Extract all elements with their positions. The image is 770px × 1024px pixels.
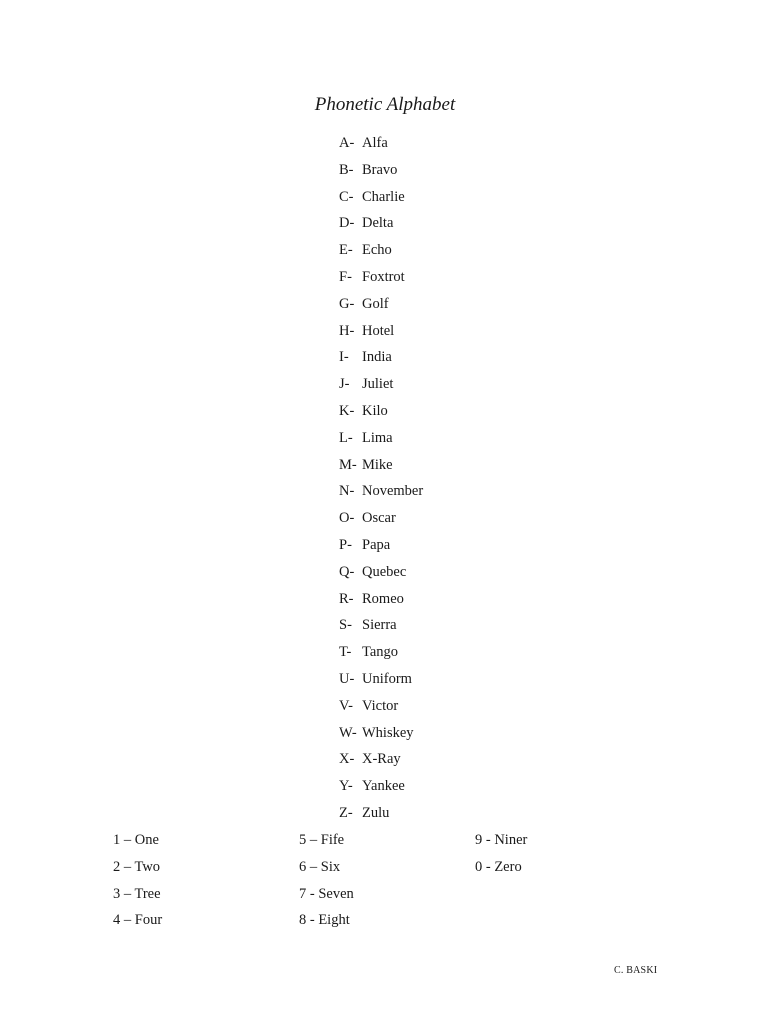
alphabet-letter: D- <box>339 215 355 232</box>
alphabet-word: Juliet <box>362 376 394 393</box>
alphabet-word: Charlie <box>362 188 405 205</box>
alphabet-letter: L- <box>339 429 353 446</box>
number-entry: 7 - Seven <box>299 885 354 902</box>
alphabet-entry <box>339 159 423 186</box>
alphabet-entry <box>339 507 423 534</box>
alphabet-word: Quebec <box>362 563 407 580</box>
author-footer: C. BASKI <box>614 965 658 976</box>
alphabet-entry <box>339 722 423 749</box>
alphabet-word: Kilo <box>362 402 388 419</box>
alphabet-letter: B- <box>339 161 354 178</box>
alphabet-word: Delta <box>362 215 394 232</box>
alphabet-word: Alfa <box>362 135 388 151</box>
alphabet-entry <box>339 346 423 373</box>
number-entry: 3 – Tree <box>113 885 161 902</box>
alphabet-word: Bravo <box>362 161 398 178</box>
alphabet-word: X-Ray <box>362 751 401 768</box>
alphabet-entry <box>339 373 423 400</box>
alphabet-entry <box>339 614 423 641</box>
alphabet-entry <box>339 588 423 615</box>
alphabet-word: Oscar <box>362 510 396 527</box>
alphabet-letter: Z- <box>339 804 353 821</box>
alphabet-entry <box>339 186 423 213</box>
alphabet-entry <box>339 561 423 588</box>
number-entry: 4 – Four <box>113 912 163 929</box>
alphabet-letter: T- <box>339 644 352 661</box>
alphabet-word: Romeo <box>362 590 404 607</box>
alphabet-word: India <box>362 349 392 366</box>
alphabet-word: Golf <box>362 295 389 312</box>
number-entry: 1 – One <box>113 832 159 848</box>
alphabet-entry <box>339 480 423 507</box>
number-entry: 6 – Six <box>299 858 341 875</box>
alphabet-letter: Y- <box>339 778 353 795</box>
alphabet-entry <box>339 212 423 239</box>
alphabet-entry <box>339 695 423 722</box>
numbers-column-2 <box>299 829 354 936</box>
page-title: Phonetic Alphabet <box>314 94 456 115</box>
alphabet-word: Tango <box>362 644 399 661</box>
alphabet-word: Whiskey <box>362 724 414 741</box>
alphabet-entry <box>339 802 423 829</box>
alphabet-letter: W- <box>339 724 357 741</box>
alphabet-letter: Q- <box>339 563 355 580</box>
number-entry: 2 – Two <box>113 858 161 875</box>
alphabet-word: Papa <box>362 536 391 553</box>
numbers-column-1 <box>113 829 162 936</box>
alphabet-word: Foxtrot <box>362 268 405 285</box>
alphabet-word: Sierra <box>362 617 397 634</box>
alphabet-word: Lima <box>362 429 393 446</box>
alphabet-letter: P- <box>339 536 352 553</box>
alphabet-entry <box>339 239 423 266</box>
alphabet-letter: J- <box>339 376 350 393</box>
number-entry: 5 – Fife <box>299 832 345 848</box>
alphabet-word: Zulu <box>362 804 390 821</box>
alphabet-entry <box>339 266 423 293</box>
alphabet-letter: U- <box>339 670 355 687</box>
alphabet-entry <box>339 320 423 347</box>
alphabet-entry <box>339 775 423 802</box>
alphabet-word: Hotel <box>362 322 395 339</box>
alphabet-letter: M- <box>339 456 357 473</box>
alphabet-entry <box>339 668 423 695</box>
alphabet-letter: S- <box>339 617 352 634</box>
alphabet-letter: F- <box>339 268 352 285</box>
alphabet-word: November <box>362 483 424 500</box>
alphabet-entry <box>339 534 423 561</box>
alphabet-letter: N- <box>339 483 355 500</box>
alphabet-letter: C- <box>339 188 354 205</box>
alphabet-entry <box>339 400 423 427</box>
alphabet-word: Mike <box>362 456 393 473</box>
alphabet-letter: R- <box>339 590 354 607</box>
alphabet-letter: G- <box>339 295 355 312</box>
number-entry: 9 - Niner <box>475 832 528 848</box>
alphabet-letter: I- <box>339 349 349 366</box>
number-entry: 0 - Zero <box>475 858 522 875</box>
number-pronunciation-section <box>0 829 770 939</box>
alphabet-letter: K- <box>339 402 355 419</box>
alphabet-entry <box>339 427 423 454</box>
alphabet-entry <box>339 748 423 775</box>
alphabet-letter: E- <box>339 242 353 259</box>
phonetic-alphabet-list <box>339 132 423 829</box>
alphabet-letter: V- <box>339 697 353 714</box>
alphabet-word: Echo <box>362 242 392 259</box>
number-entry: 8 - Eight <box>299 912 350 929</box>
alphabet-letter: A- <box>339 135 355 151</box>
alphabet-letter: X- <box>339 751 355 768</box>
alphabet-word: Victor <box>362 697 399 714</box>
alphabet-entry <box>339 454 423 481</box>
alphabet-word: Yankee <box>362 778 405 795</box>
alphabet-word: Uniform <box>362 670 412 687</box>
alphabet-letter: H- <box>339 322 355 339</box>
alphabet-entry <box>339 293 423 320</box>
alphabet-entry <box>339 641 423 668</box>
alphabet-letter: O- <box>339 510 355 527</box>
alphabet-entry <box>339 132 423 159</box>
numbers-column-3 <box>475 829 527 883</box>
